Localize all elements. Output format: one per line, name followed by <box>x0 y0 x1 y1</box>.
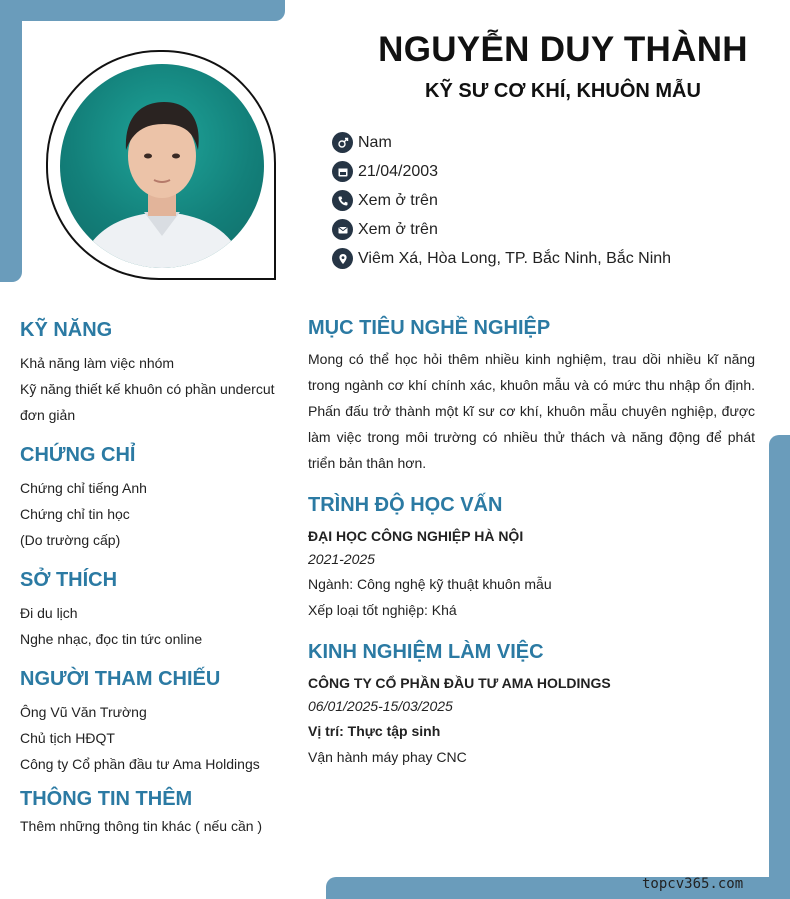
skill-item: đơn giản <box>20 407 76 423</box>
skill-item: Khả năng làm việc nhóm <box>20 355 175 371</box>
contact-phone <box>332 186 671 215</box>
contact-list <box>332 128 671 273</box>
experience-company: CÔNG TY CỔ PHẦN ĐẦU TƯ AMA HOLDINGS <box>308 675 611 691</box>
left-side-bar <box>0 0 22 282</box>
skill-item: Kỹ năng thiết kế khuôn có phần undercut <box>20 381 275 397</box>
contact-gender <box>332 128 671 157</box>
education-title: TRÌNH ĐỘ HỌC VẤN <box>308 494 503 516</box>
contact-phone-text: Xem ở trên <box>358 191 438 209</box>
experience-task: Vận hành máy phay CNC <box>308 749 467 765</box>
education-school: ĐẠI HỌC CÔNG NGHIỆP HÀ NỘI <box>308 528 524 544</box>
contact-address <box>332 244 671 273</box>
candidate-name: NGUYỄN DUY THÀNH <box>378 30 748 69</box>
hobby-item: Đi du lịch <box>20 605 78 621</box>
education-major: Ngành: Công nghệ kỹ thuật khuôn mẫu <box>308 576 552 592</box>
certificate-item: (Do trường cấp) <box>20 532 121 548</box>
profile-photo-frame <box>46 50 276 280</box>
contact-email-text: Xem ở trên <box>358 220 438 238</box>
extra-info-title: THÔNG TIN THÊM <box>20 788 193 810</box>
certificate-item: Chứng chỉ tiếng Anh <box>20 480 147 496</box>
phone-icon <box>332 190 353 211</box>
hobbies-title: SỞ THÍCH <box>20 569 118 591</box>
job-title: KỸ SƯ CƠ KHÍ, KHUÔN MẪU <box>425 80 701 102</box>
contact-birthday-text: 21/04/2003 <box>358 162 439 180</box>
contact-birthday <box>332 157 671 186</box>
experience-title: KINH NGHIỆM LÀM VIỆC <box>308 641 544 663</box>
hobby-item: Nghe nhạc, đọc tin tức online <box>20 631 203 647</box>
top-left-bar <box>0 0 285 21</box>
education-grade: Xếp loại tốt nghiệp: Khá <box>308 602 457 618</box>
contact-address-text: Viêm Xá, Hòa Long, TP. Bắc Ninh, Bắc Ninh <box>358 249 672 267</box>
right-side-bar <box>769 435 790 899</box>
objective-text: Mong có thể học hỏi thêm nhiều kinh nghiệm, trau dồi nhiều kĩ năng trong ngành cơ khí chính xác, khuôn mẫu và có mức thu nhập ổn định. Phấn đấu trở thành một kĩ sư cơ khí, khuôn mẫu chuyên nghiệp, được làm việc trong môi trường có nhiều thử thách và năng động để phát triển bản thân hơn. <box>308 351 755 471</box>
certificates-title: CHỨNG CHỈ <box>20 444 136 466</box>
contact-gender-text: Nam <box>358 133 392 151</box>
person-silhouette-icon <box>60 64 264 268</box>
reference-item: Ông Vũ Văn Trường <box>20 704 147 720</box>
reference-item: Chủ tịch HĐQT <box>20 730 115 746</box>
education-period: 2021-2025 <box>308 551 375 567</box>
extra-info-item: Thêm những thông tin khác ( nếu cần ) <box>20 818 263 834</box>
experience-position: Vị trí: Thực tập sinh <box>308 723 441 739</box>
profile-photo <box>60 64 264 268</box>
calendar-icon <box>332 161 353 182</box>
skills-title: KỸ NĂNG <box>20 319 113 341</box>
location-icon <box>332 248 353 269</box>
reference-item: Công ty Cổ phần đầu tư Ama Holdings <box>20 756 260 772</box>
contact-email <box>332 215 671 244</box>
objective-title: MỤC TIÊU NGHỀ NGHIỆP <box>308 317 551 339</box>
references-title: NGƯỜI THAM CHIẾU <box>20 668 221 690</box>
experience-period: 06/01/2025-15/03/2025 <box>308 698 453 714</box>
site-watermark: topcv365.com <box>642 876 744 892</box>
email-icon <box>332 219 353 240</box>
certificate-item: Chứng chỉ tin học <box>20 506 130 522</box>
gender-icon <box>332 132 353 153</box>
